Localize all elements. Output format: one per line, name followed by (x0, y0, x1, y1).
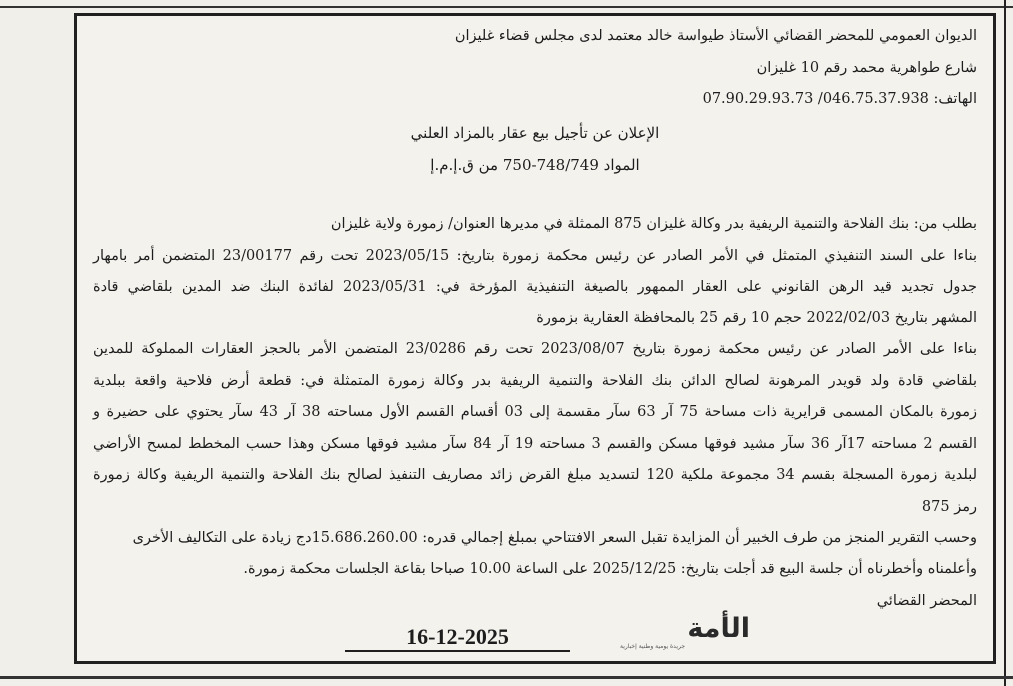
body-line: بناءا على الأمر الصادر عن رئيس محكمة زمورة بتاريخ 2023/08/07 تحت رقم 23/0286 المتضمن الأمر بالحجز العقارات المملوكة للمدين (93, 341, 978, 357)
body-line: رمز 875 (921, 499, 977, 515)
price-line: وحسب التقرير المنجز من طرف الخبير أن المزايدة تقبل السعر الافتتاحي بمبلغ إجمالي قدره: 15.686.260.00دج زيادة على التكاليف الأخرى (132, 530, 977, 546)
hearing-line: وأعلمناه وأخطرناه أن جلسة البيع قد أجلت بتاريخ: 2025/12/25 على الساعة 10.00 صباحا بقاعة الجلسات محكمة زمورة. (243, 561, 977, 577)
bottom-rule (0, 676, 1013, 679)
notice-articles: المواد 748/749-750 من ق.إ.م.إ (430, 156, 640, 174)
body-line: زمورة بالمكان المسمى قرايرية ذات مساحة 75 آر 63 سآر مقسمة إلى 03 أقسام القسم الأول مساحته 38 آر 43 سآر يحتوي على حضيرة و (93, 404, 978, 420)
signature: المحضر القضائي (876, 593, 977, 609)
column-edge (1004, 0, 1006, 686)
notice-box (74, 13, 996, 664)
requester-line: بطلب من: بنك الفلاحة والتنمية الريفية بدر وكالة غليزان 875 الممثلة في مديرها العنوان/ زمورة ولاية غليزان (330, 216, 977, 232)
body-line: بلقاضي قادة ولد قويدر المرهونة لصالح الدائن بنك الفلاحة والتنمية الريفية بدر وكالة زمورة المتمثلة في: قطعة أرض فلاحية واقعة ببلدية (93, 373, 977, 389)
logo-tagline: جريدة يومية وطنية إخبارية (620, 643, 686, 650)
logo-text: الأمة (687, 613, 750, 644)
header-office: الديوان العمومي للمحضر القضائي الأستاذ طيواسة خالد معتمد لدى مجلس قضاء غليزان (454, 28, 977, 44)
top-rule (0, 6, 1013, 8)
body-line: لبلدية زمورة المسجلة بقسم 34 مجموعة ملكية 120 لتسديد مبلغ القرض زائد مصاريف التنفيذ لصالح بنك الفلاحة والتنمية الريفية وكالة زمورة (93, 467, 977, 483)
newspaper-logo (620, 614, 750, 650)
body-line: بناءا على السند التنفيذي المتمثل في الأمر الصادر عن رئيس محكمة زمورة بتاريخ: 2023/05/15 تحت رقم 23/00177 المتضمن أمر بامهار (93, 248, 978, 264)
body-line: القسم 2 مساحته 17آر 36 سآر مشيد فوقها مسكن والقسم 3 مساحته 19 آر 84 سآر مشيد فوقها مسكن وهذا حسب المخطط لمسح الأراضي (93, 436, 977, 452)
body-line: المشهر بتاريخ 2022/02/03 حجم 10 رقم 25 بالمحافظة العقارية بزمورة (536, 310, 977, 326)
notice-title: الإعلان عن تأجيل بيع عقار بالمزاد العلني (410, 124, 660, 142)
body-line: جدول تجديد قيد الرهن القانوني على العقار الممهور بالصيغة التنفيذية المؤرخة في: 2023/05/31 لفائدة البنك ضد المدين بلقاضي قادة (93, 279, 977, 295)
header-phone: الهاتف: 046.75.37.938/ 07.90.29.93.73 (702, 91, 977, 107)
publication-date: 16-12-2025 (345, 624, 570, 652)
header-address: شارع طواهرية محمد رقم 10 غليزان (756, 60, 977, 76)
